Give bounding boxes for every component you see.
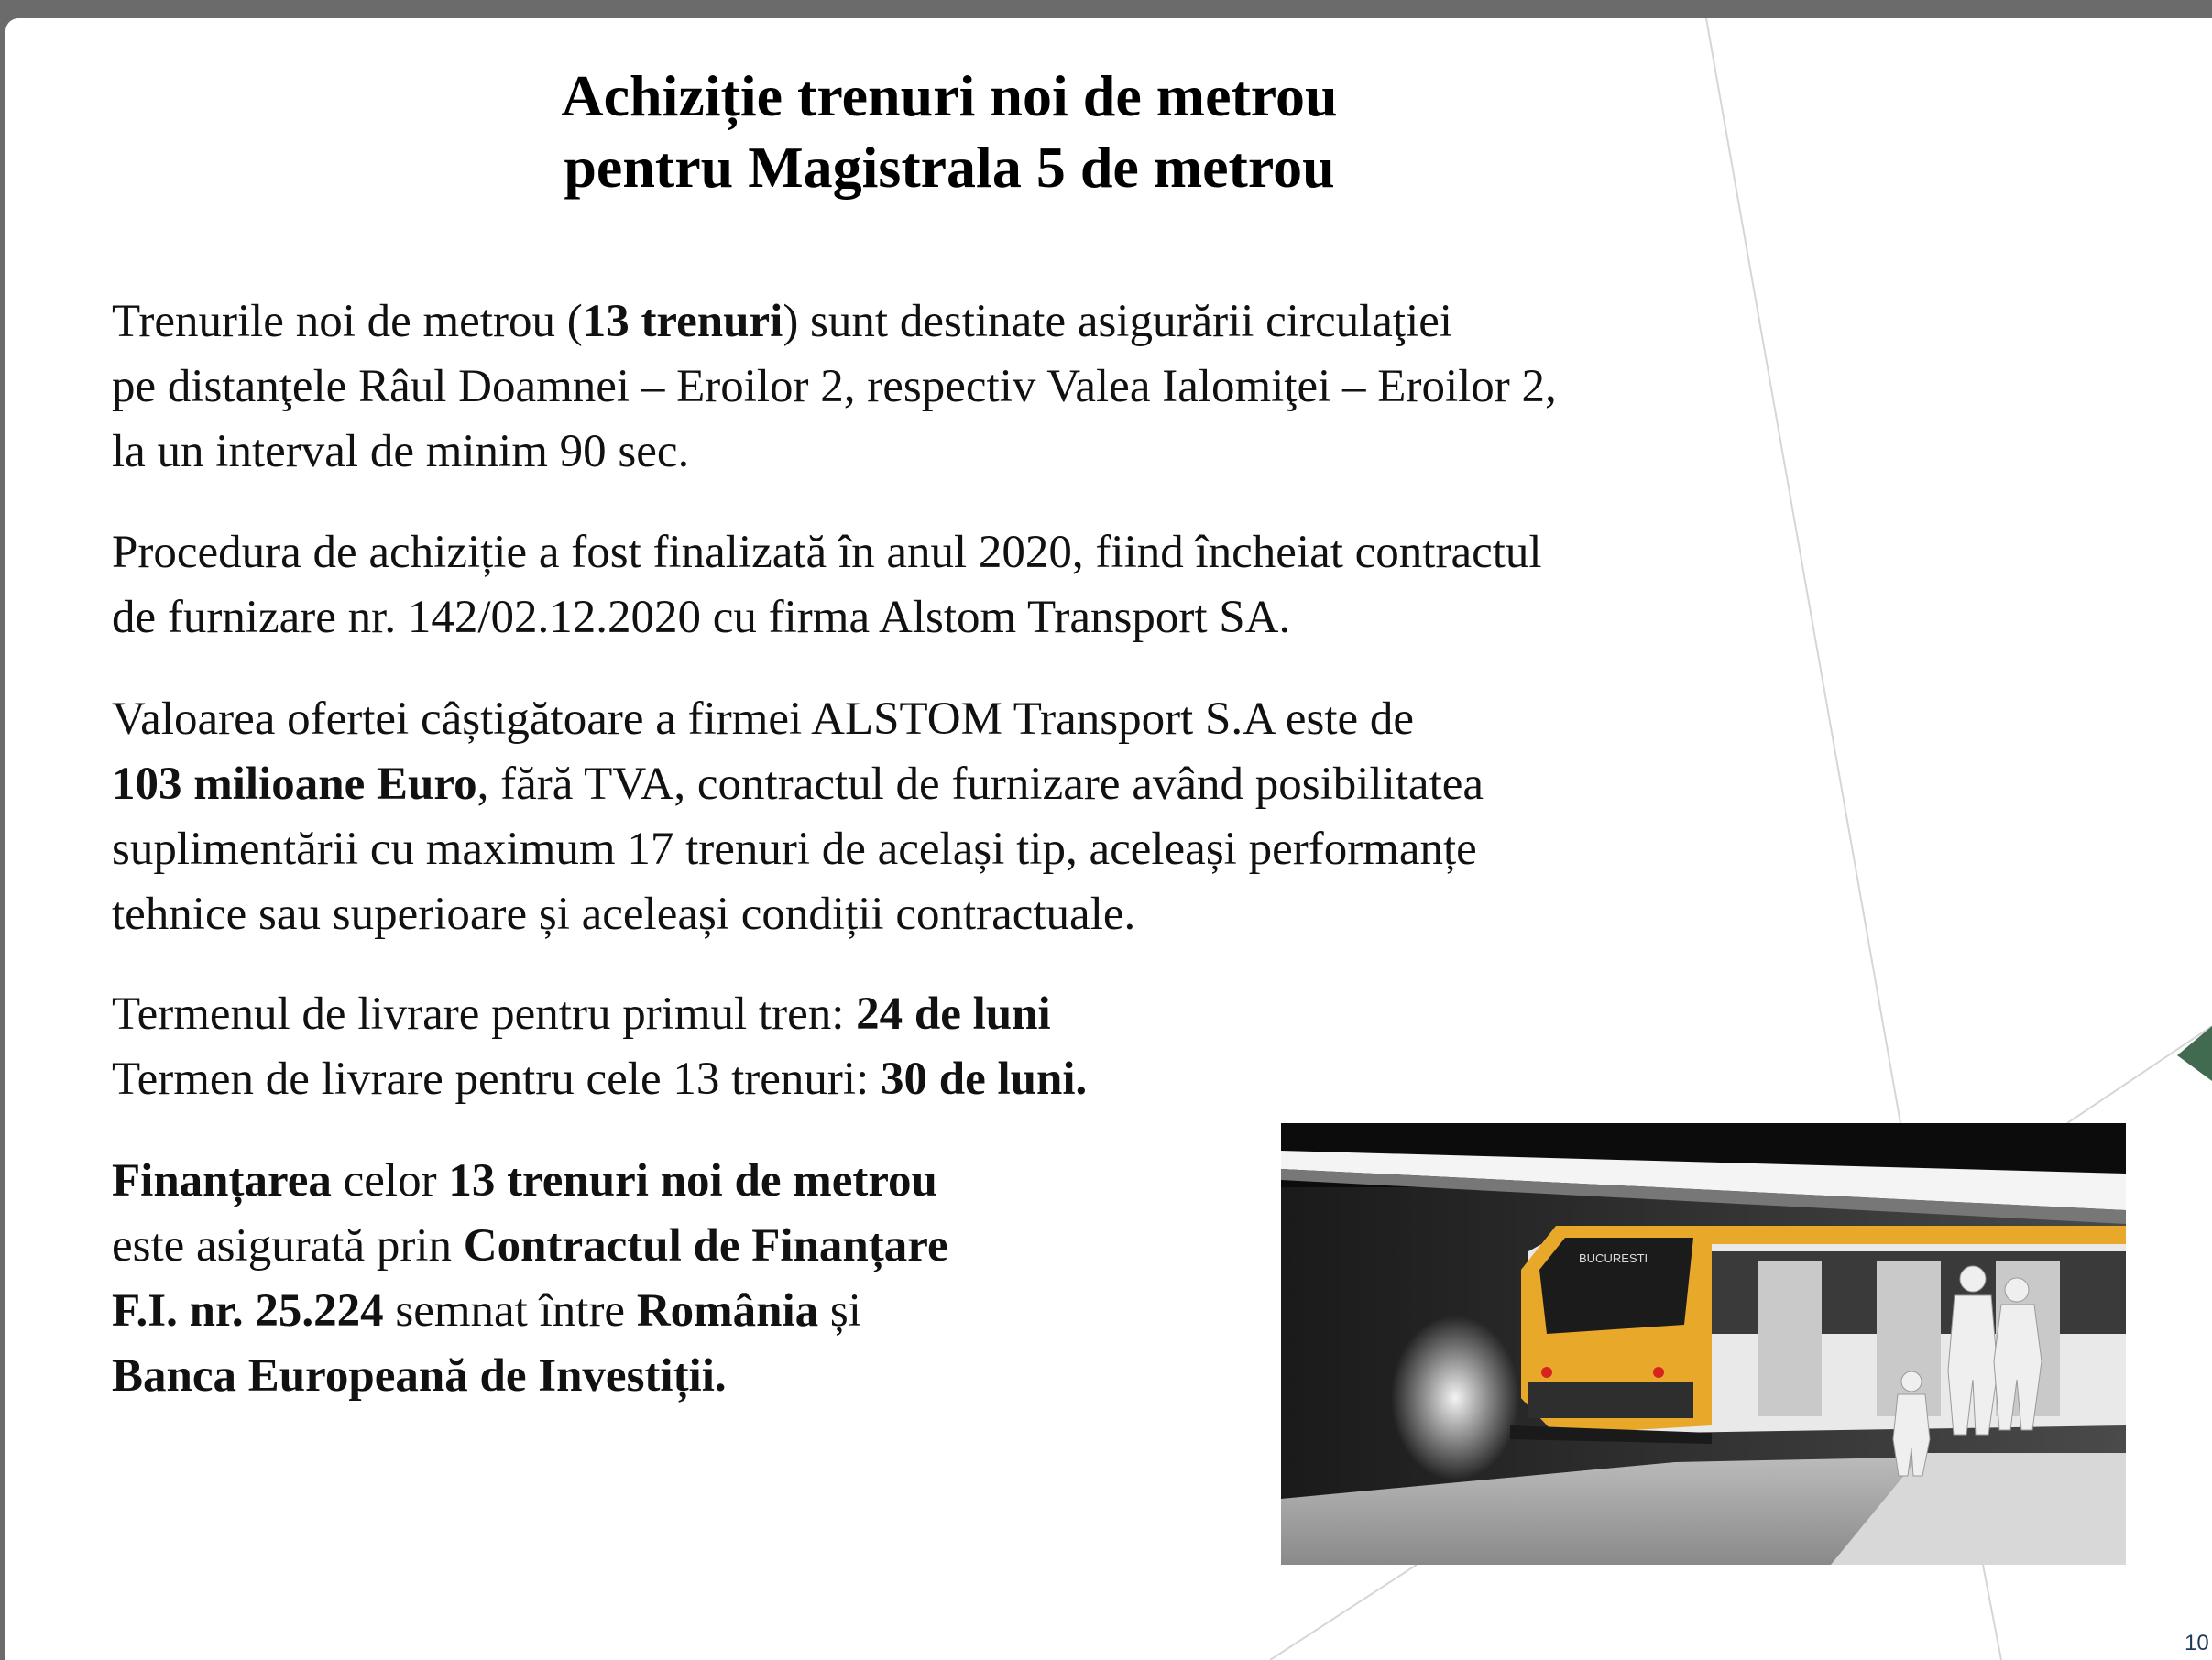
first-train-term: 24 de luni (856, 988, 1051, 1040)
metro-train-illustration (1281, 1123, 2126, 1565)
slide-title (345, 60, 1554, 203)
presentation-slide (5, 18, 2212, 1660)
metro-train-image (1281, 1123, 2126, 1565)
train-destination-sign: BUCURESTI (1579, 1251, 1648, 1265)
title-line-2: pentru Magistrala 5 de metrou (564, 135, 1335, 200)
offer-value: 103 milioane Euro (112, 759, 477, 810)
trains-count: 13 trenuri (582, 296, 783, 347)
page-number: 10 (2185, 1631, 2209, 1655)
paragraph-financing: Finanțarea celor 13 trenuri noi de metrou este asigurată prin Contractul de Finanțare F.I. nr. 25.224 semnat între România și Banca Europeană de Investiții. (112, 1155, 948, 1402)
paragraph-offer-value: Valoarea ofertei câștigătoare a firmei ALSTOM Transport S.A este de 103 milioane Euro, fără TVA, contractul de furnizare având posibilitatea suplimentării cu maximum 17 trenuri de același tip, aceleași performanțe tehnice sau superioare și aceleași condiții contractuale. (112, 693, 1484, 940)
paragraph-trains-purpose: Trenurile noi de metrou (13 trenuri) sunt destinate asigurării circulaţiei pe distanţele Râul Doamnei – Eroilor 2, respectiv Valea Ialomiţei – Eroilor 2, la un interval de minim 90 sec. (112, 296, 1557, 477)
paragraph-delivery-terms: Termenul de livrare pentru primul tren: 24 de luni Termen de livrare pentru cele 13 trenuri: 30 de luni. (112, 988, 1088, 1105)
title-line-1: Achiziție trenuri noi de metrou (561, 63, 1338, 128)
paragraph-procurement: Procedura de achiziție a fost finalizată în anul 2020, fiind încheiat contractul de furnizare nr. 142/02.12.2020 cu firma Alstom Transport SA. (112, 527, 1542, 643)
all-trains-term: 30 de luni. (880, 1054, 1088, 1105)
